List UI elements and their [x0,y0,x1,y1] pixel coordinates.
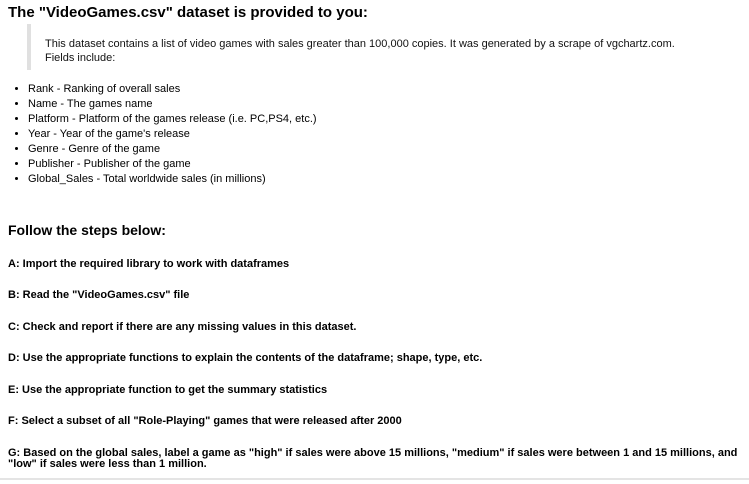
step-c: C: Check and report if there are any missing values in this dataset. [8,321,357,333]
field-item-name: • Name - The games name [28,97,317,112]
steps-heading: Follow the steps below: [8,222,166,238]
step-d: D: Use the appropriate functions to explain the contents of the dataframe; shape, type, etc. [8,352,483,364]
step-e: E: Use the appropriate function to get the summary statistics [8,384,328,396]
field-item-publisher: • Publisher - Publisher of the game [28,157,317,172]
step-g: G: Based on the global sales, label a game as "high" if sales were above 15 millions, "medium" if sales were between 1 and 15 millions, and "low" if sales were less than 1 million. [8,447,738,470]
dataset-description: This dataset contains a list of video games with sales greater than 100,000 copies. It was generated by a scrape of vgchartz.com. Fields include: [45,38,675,64]
bottom-divider [0,478,749,480]
page-title: The "VideoGames.csv" dataset is provided to you: [8,4,368,21]
field-item-rank: • Rank - Ranking of overall sales [28,82,317,97]
field-item-platform: • Platform - Platform of the games release (i.e. PC,PS4, etc.) [28,112,317,127]
field-item-global-sales: • Global_Sales - Total worldwide sales (in millions) [28,172,317,187]
step-f: F: Select a subset of all "Role-Playing" games that were released after 2000 [8,415,402,427]
field-item-genre: • Genre - Genre of the game [28,142,317,157]
field-item-year: • Year - Year of the game's release [28,127,317,142]
field-list [14,82,317,187]
step-b: B: Read the "VideoGames.csv" file [8,289,190,301]
dataset-description-blockquote [27,24,721,70]
step-a: A: Import the required library to work with dataframes [8,258,290,270]
